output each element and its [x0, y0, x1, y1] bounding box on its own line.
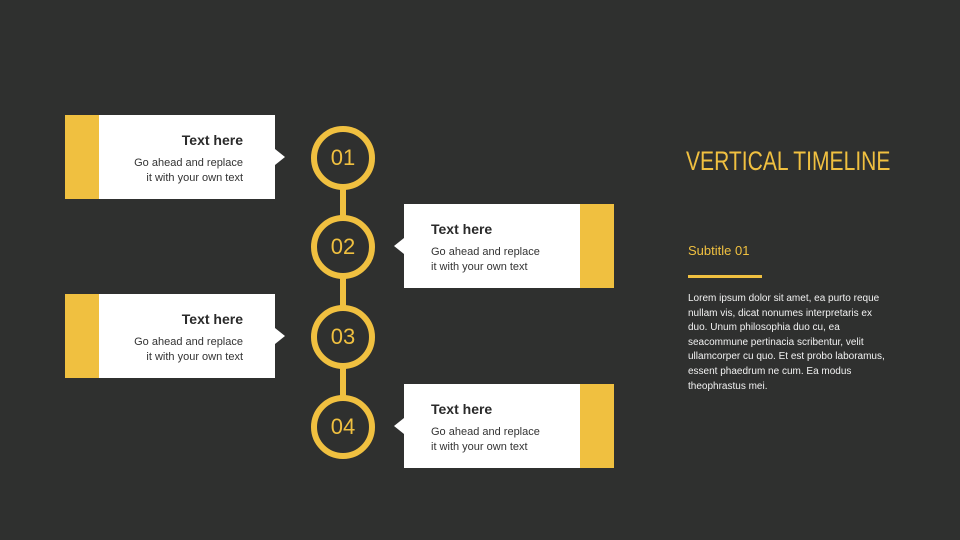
card-title: Text here: [181, 132, 243, 148]
card-title: Text here: [181, 311, 243, 327]
timeline-card-4: [404, 384, 614, 468]
timeline-marker-4: 04: [311, 395, 375, 459]
card-description-line: Go ahead and replace: [431, 246, 540, 258]
card-description: [431, 245, 540, 275]
timeline-card-3: [65, 294, 275, 378]
card-accent-stripe: [65, 294, 99, 378]
card-pointer: [394, 238, 404, 254]
card-title: Text here: [431, 221, 493, 237]
card-description: [134, 156, 243, 186]
card-accent-stripe: [65, 115, 99, 199]
card-pointer: [394, 418, 404, 434]
timeline-marker-1: 01: [311, 126, 375, 190]
card-title: Text here: [431, 401, 493, 417]
card-description-line: Go ahead and replace: [431, 426, 540, 438]
card-accent-stripe: [580, 384, 614, 468]
slide-subtitle: Subtitle 01: [688, 243, 750, 258]
card-description-line: it with your own text: [146, 172, 243, 184]
card-description: [431, 425, 540, 455]
card-description-line: it with your own text: [146, 351, 243, 363]
card-pointer: [275, 149, 285, 165]
timeline-card-1: [65, 115, 275, 199]
card-accent-stripe: [580, 204, 614, 288]
card-description-line: Go ahead and replace: [134, 336, 243, 348]
slide-heading: VERTICAL TIMELINE: [686, 146, 891, 176]
card-pointer: [275, 328, 285, 344]
timeline-marker-2: 02: [311, 215, 375, 279]
card-description-line: Go ahead and replace: [134, 157, 243, 169]
subtitle-underline: [688, 275, 762, 278]
timeline-marker-3: 03: [311, 305, 375, 369]
body-paragraph: Lorem ipsum dolor sit amet, ea purto reque nullam vis, dicat nonumes interpretaris ex duo. Unum philosophia duo cu, ea seacommune pertinacia scribentur, velit ullamcorper cu quo. Et est probo laboramus, essent phaedrum ne cum. Ea modus theophrastus mei.: [688, 293, 885, 392]
card-description: [134, 335, 243, 365]
card-description-line: it with your own text: [431, 261, 528, 273]
card-description-line: it with your own text: [431, 441, 528, 453]
timeline-card-2: [404, 204, 614, 288]
